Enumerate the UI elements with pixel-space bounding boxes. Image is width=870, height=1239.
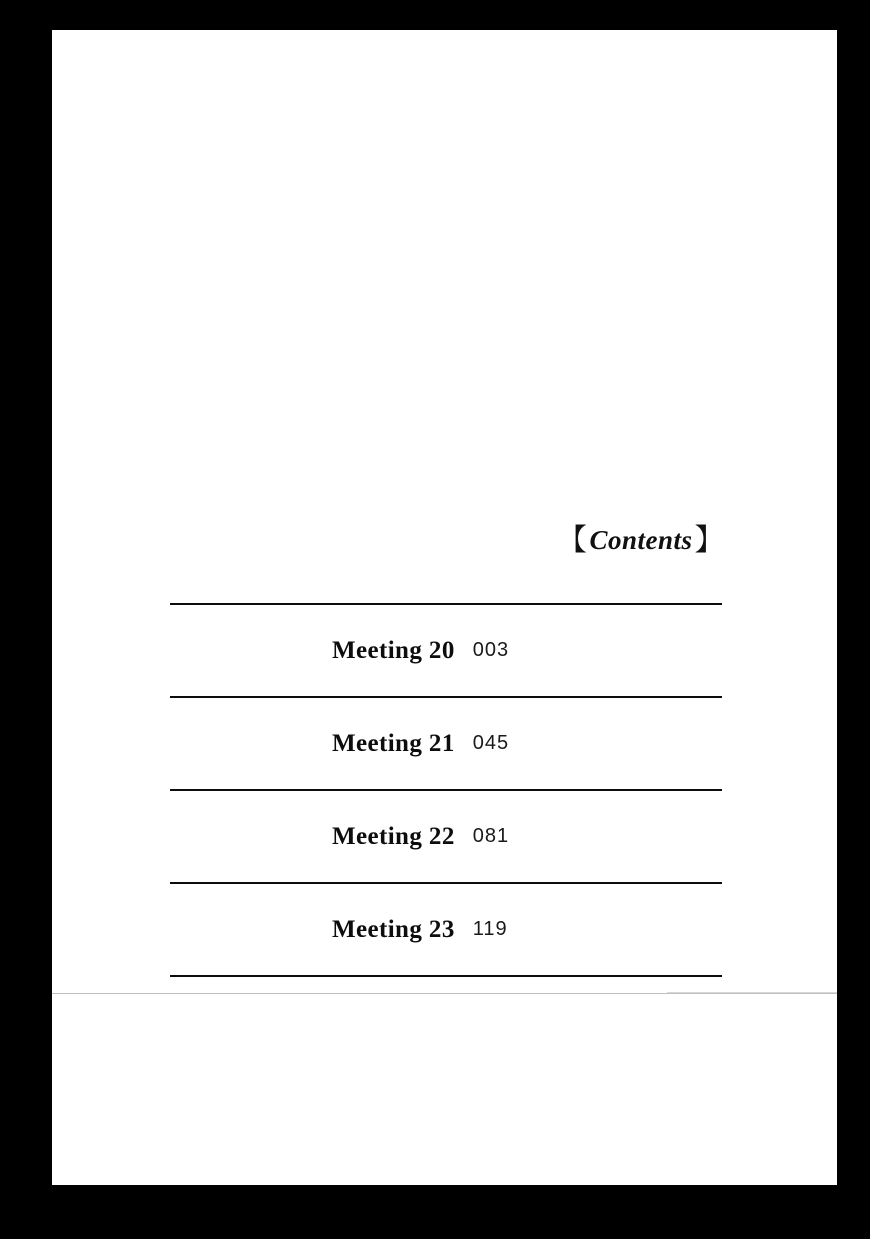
toc-entry-page-number: 003 — [472, 639, 510, 661]
page-seam-line — [52, 993, 837, 994]
page-sheet — [52, 30, 837, 1185]
page-title — [557, 515, 725, 559]
toc-entry-title: Meeting 21 — [332, 729, 455, 757]
toc-entry-meeting-21[interactable] — [170, 698, 722, 789]
toc-entry-meeting-22[interactable] — [170, 791, 722, 882]
toc-entry-title: Meeting 22 — [332, 822, 455, 850]
table-of-contents — [170, 603, 722, 977]
toc-entry-meeting-23[interactable] — [170, 884, 722, 975]
bracket-open-glyph: 【 — [556, 524, 588, 557]
toc-entry-page-number: 081 — [472, 825, 510, 847]
bracket-close-glyph: 】 — [694, 524, 725, 557]
toc-entry-title: Meeting 20 — [332, 636, 455, 664]
toc-divider — [170, 975, 722, 977]
toc-entry-page-number: 045 — [472, 732, 510, 754]
toc-entry-page-number: 119 — [472, 918, 508, 940]
contents-label: Contents — [589, 525, 693, 555]
toc-entry-title: Meeting 23 — [332, 915, 455, 943]
toc-entry-meeting-20[interactable] — [170, 605, 722, 696]
page-seam-line-secondary — [667, 992, 837, 993]
